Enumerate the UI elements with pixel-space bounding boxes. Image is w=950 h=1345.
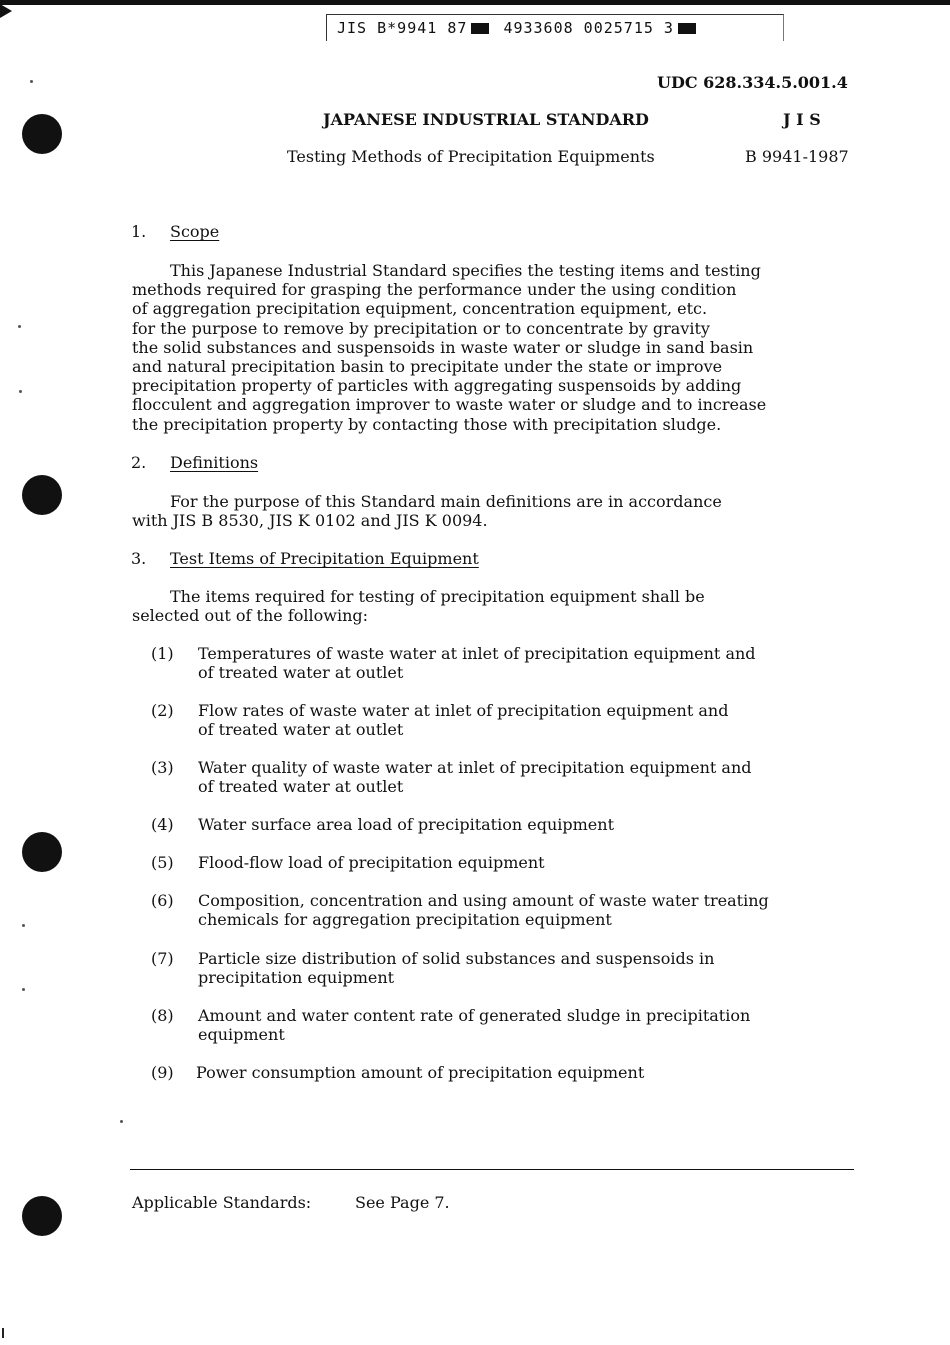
item-line: Power consumption amount of precipitation equipment — [196, 1063, 645, 1082]
code-block-mark — [678, 23, 696, 34]
speck — [22, 924, 25, 927]
item-number: (3) — [151, 758, 174, 777]
list-item — [198, 1006, 750, 1044]
list-item — [198, 701, 728, 739]
item-line: Amount and water content rate of generated sludge in precipitation — [198, 1006, 751, 1025]
list-item — [198, 891, 769, 929]
speck — [22, 988, 25, 991]
speck — [120, 1120, 123, 1123]
document-title: Testing Methods of Precipitation Equipments — [287, 147, 655, 166]
speck — [19, 390, 22, 393]
paragraph-line: with JIS B 8530, JIS K 0102 and JIS K 0094. — [132, 511, 488, 531]
item-line: Water surface area load of precipitation equipment — [198, 815, 614, 834]
item-number: (1) — [151, 644, 174, 663]
paragraph-line: of aggregation precipitation equipment, concentration equipment, etc. — [132, 299, 708, 319]
item-number: (8) — [151, 1006, 174, 1025]
item-number: (2) — [151, 701, 174, 720]
footer-rule — [130, 1169, 854, 1170]
document-number: B 9941-1987 — [745, 147, 849, 166]
item-number: (9) — [151, 1063, 174, 1082]
item-line: Temperatures of waste water at inlet of precipitation equipment and — [198, 644, 756, 663]
scope-paragraph — [132, 261, 877, 434]
section-number: 3. — [131, 549, 147, 568]
item-line: Water quality of waste water at inlet of precipitation equipment and — [198, 758, 752, 777]
item-number: (4) — [151, 815, 174, 834]
item-number: (5) — [151, 853, 174, 872]
paragraph-line: and natural precipitation basin to precipitate under the state or improve — [132, 357, 723, 377]
section-heading-scope: Scope — [170, 222, 220, 241]
paragraph-line: the precipitation property by contacting those with precipitation sludge. — [132, 414, 722, 434]
applicable-standards-ref: See Page 7. — [355, 1193, 450, 1212]
standard-title: JAPANESE INDUSTRIAL STANDARD — [323, 110, 649, 129]
corner-mark-bottom — [2, 1328, 4, 1338]
paragraph-line: precipitation property of particles with aggregating suspensoids by adding — [132, 376, 742, 396]
section-number: 1. — [131, 222, 147, 241]
definitions-paragraph — [132, 492, 877, 530]
paragraph-line: selected out of the following: — [132, 606, 369, 626]
paragraph-line: methods required for grasping the performance under the using condition — [132, 280, 737, 300]
punch-hole — [22, 832, 62, 872]
paragraph-line: For the purpose of this Standard main definitions are in accordance — [170, 492, 722, 511]
paragraph-line: for the purpose to remove by precipitation or to concentrate by gravity — [132, 318, 710, 338]
list-item — [198, 853, 545, 872]
paragraph-line: flocculent and aggregation improver to waste water or sludge and to increase — [132, 395, 767, 415]
item-line: chemicals for aggregation precipitation equipment — [198, 910, 612, 929]
paragraph-line: This Japanese Industrial Standard specifies the testing items and testing — [170, 261, 761, 280]
paragraph-line: The items required for testing of precipitation equipment shall be — [170, 587, 705, 606]
test-items-paragraph — [132, 587, 877, 625]
item-line: Composition, concentration and using amount of waste water treating — [198, 891, 769, 910]
item-line: of treated water at outlet — [198, 720, 404, 739]
list-item — [198, 949, 714, 987]
item-line: Flood-flow load of precipitation equipment — [198, 853, 545, 872]
list-item — [198, 644, 756, 682]
punch-hole — [22, 475, 62, 515]
item-number: (7) — [151, 949, 174, 968]
code-part-b: 4933608 0025715 3 — [503, 19, 674, 37]
speck — [30, 80, 33, 83]
code-block-mark — [471, 23, 489, 34]
item-line: Particle size distribution of solid substances and suspensoids in — [198, 949, 715, 968]
speck — [18, 325, 21, 328]
top-edge-line — [0, 0, 950, 5]
item-line: equipment — [198, 1025, 285, 1044]
item-line: of treated water at outlet — [198, 663, 404, 682]
section-heading-test-items: Test Items of Precipitation Equipment — [170, 549, 479, 568]
udc-number: UDC 628.334.5.001.4 — [657, 73, 848, 92]
paragraph-line: the solid substances and suspensoids in waste water or sludge in sand basin — [132, 337, 754, 357]
item-line: of treated water at outlet — [198, 777, 404, 796]
item-line: Flow rates of waste water at inlet of precipitation equipment and — [198, 701, 729, 720]
list-item — [198, 758, 752, 796]
jis-label: J I S — [783, 110, 821, 129]
corner-mark — [0, 4, 12, 18]
item-number: (6) — [151, 891, 174, 910]
punch-hole — [22, 114, 62, 154]
list-item — [196, 1063, 644, 1082]
item-line: precipitation equipment — [198, 968, 395, 987]
applicable-standards-label: Applicable Standards: — [132, 1193, 312, 1212]
section-number: 2. — [131, 453, 147, 472]
list-item — [198, 815, 614, 834]
document-code-stamp — [326, 14, 784, 41]
punch-hole — [22, 1196, 62, 1236]
section-heading-definitions: Definitions — [170, 453, 259, 472]
code-part-a: JIS B*9941 87 — [337, 19, 468, 37]
